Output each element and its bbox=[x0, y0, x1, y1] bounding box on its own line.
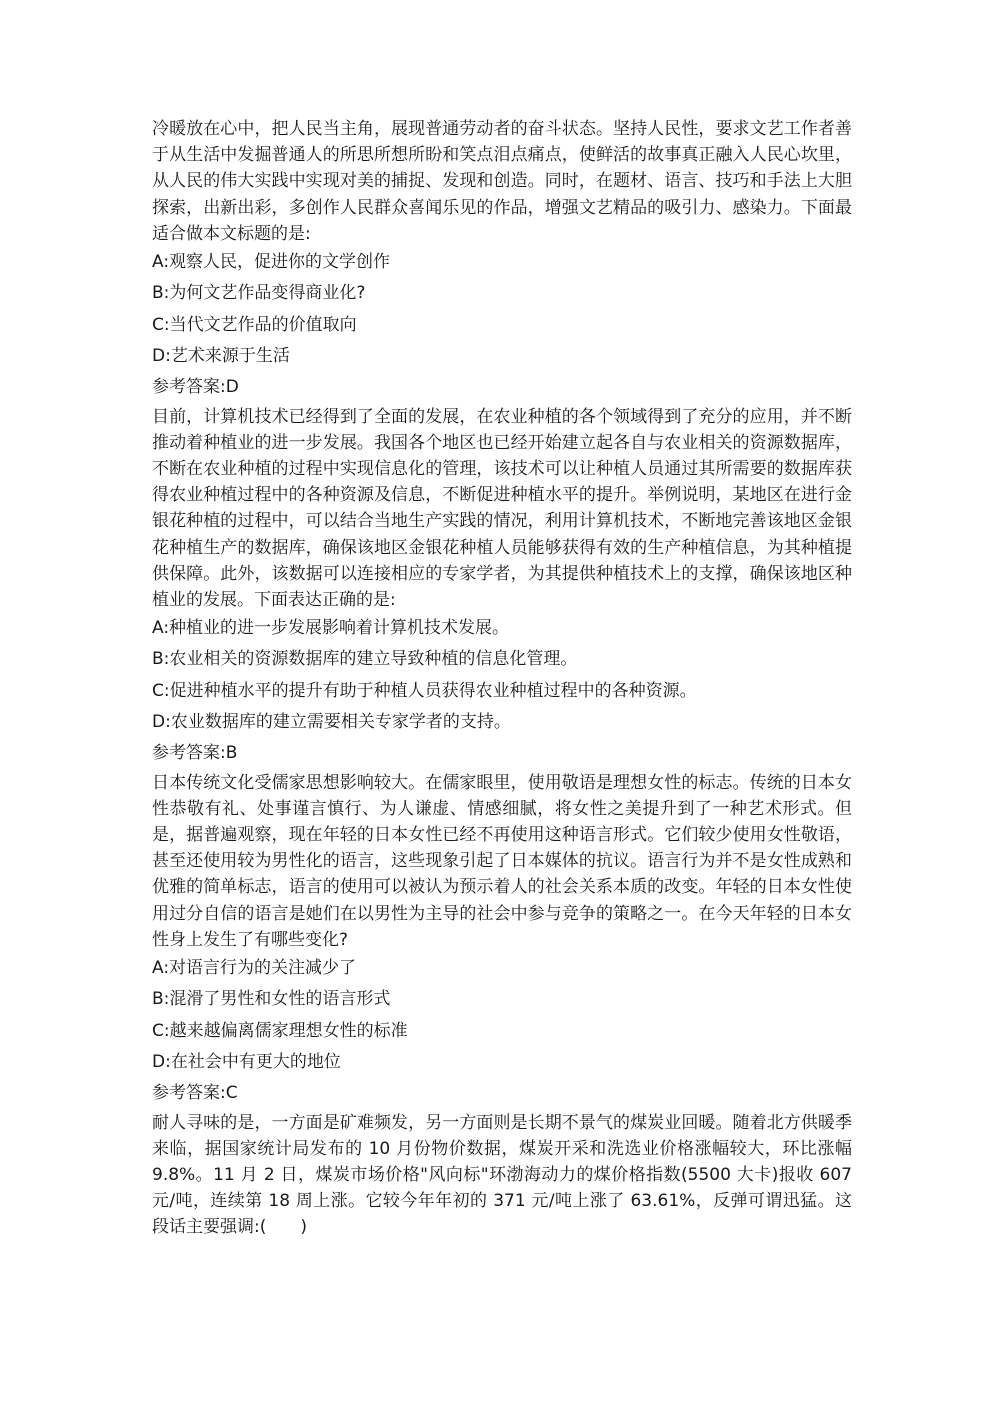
option-c-2: C:促进种植水平的提升有助于种植人员获得农业种植过程中的各种资源。 bbox=[152, 680, 697, 701]
option-a-1: A:观察人民，促进你的文学创作 bbox=[152, 252, 391, 273]
option-a-2: A:种植业的进一步发展影响着计算机技术发展。 bbox=[152, 618, 510, 639]
option-c-3: C:越来越偏离儒家理想女性的标准 bbox=[152, 1020, 408, 1041]
option-b-1: B:为何文艺作品变得商业化? bbox=[152, 283, 366, 304]
option-d-2: D:农业数据库的建立需要相关专家学者的支持。 bbox=[152, 712, 511, 733]
document-page bbox=[152, 116, 852, 1241]
reference-answer-1: 参考答案:D bbox=[152, 377, 239, 398]
question-passage-2: 目前，计算机技术已经得到了全面的发展，在农业种植的各个领域得到了充分的应用，并不断推动着种植业的进一步发展。我国各个地区也已经开始建立起各自与农业相关的资源数据库，不断在农业种植的过程中实现信息化的管理，该技术可以让种植人员通过其所需要的数据库获得农业种植过程中的各种资源及信息，不断促进种植水平的提升。举例说明，某地区在进行金银花种植的过程中，可以结合当地生产实践的情况，利用计算机技术，不断地完善该地区金银花种植生产的数据库，确保该地区金银花种植人员能够获得有效的生产种植信息，为其种植提供保障。此外，该数据可以连接相应的专家学者，为其提供种植技术上的支撑，确保该地区种植业的发展。下面表达正确的是: bbox=[152, 406, 852, 610]
option-a-3: A:对语言行为的关注减少了 bbox=[152, 958, 357, 979]
option-b-3: B:混滑了男性和女性的语言形式 bbox=[152, 989, 391, 1010]
option-d-3: D:在社会中有更大的地位 bbox=[152, 1051, 341, 1072]
reference-answer-2: 参考答案:B bbox=[152, 743, 238, 764]
reference-answer-3: 参考答案:C bbox=[152, 1083, 238, 1104]
option-d-1: D:艺术来源于生活 bbox=[152, 345, 290, 366]
question-passage-1: 冷暖放在心中，把人民当主角，展现普通劳动者的奋斗状态。坚持人民性，要求文艺工作者善于从生活中发掘普通人的所思所想所盼和笑点泪点痛点，使鲜活的故事真正融入人民心坎里，从人民的伟大实践中实现对美的捕捉、发现和创造。同时，在题材、语言、技巧和手法上大胆探索，出新出彩，多创作人民群众喜闻乐见的作品，增强文艺精品的吸引力、感染力。下面最适合做本文标题的是: bbox=[152, 119, 852, 244]
question-passage-3: 日本传统文化受儒家思想影响较大。在儒家眼里，使用敬语是理想女性的标志。传统的日本女性恭敬有礼、处事谨言慎行、为人谦虚、情感细腻，将女性之美提升到了一种艺术形式。但是，据普遍观察，现在年轻的日本女性已经不再使用这种语言形式。它们较少使用女性敬语，甚至还使用较为男性化的语言，这些现象引起了日本媒体的抗议。语言行为并不是女性成熟和优雅的简单标志，语言的使用可以被认为预示着人的社会关系本质的改变。年轻的日本女性使用过分自信的语言是她们在以男性为主导的社会中参与竞争的策略之一。在今天年轻的日本女性身上发生了有哪些变化? bbox=[152, 772, 852, 950]
option-c-1: C:当代文艺作品的价值取向 bbox=[152, 314, 357, 335]
option-b-2: B:农业相关的资源数据库的建立导致种植的信息化管理。 bbox=[152, 649, 578, 670]
question-passage-4: 耐人寻味的是，一方面是矿难频发，另一方面则是长期不景气的煤炭业回暖。随着北方供暖季来临，据国家统计局发布的 10 月份物价数据，煤炭开采和洗选业价格涨幅较大，环比涨幅 9.8%。11 月 2 日，煤炭市场价格"风向标"环渤海动力的煤价格指数(5500 大卡)报收 607 元/吨，连续第 18 周上涨。它较今年年初的 371 元/吨上涨了 63.61%，反弹可谓迅猛。这段话主要强调:( ) bbox=[152, 1112, 852, 1238]
